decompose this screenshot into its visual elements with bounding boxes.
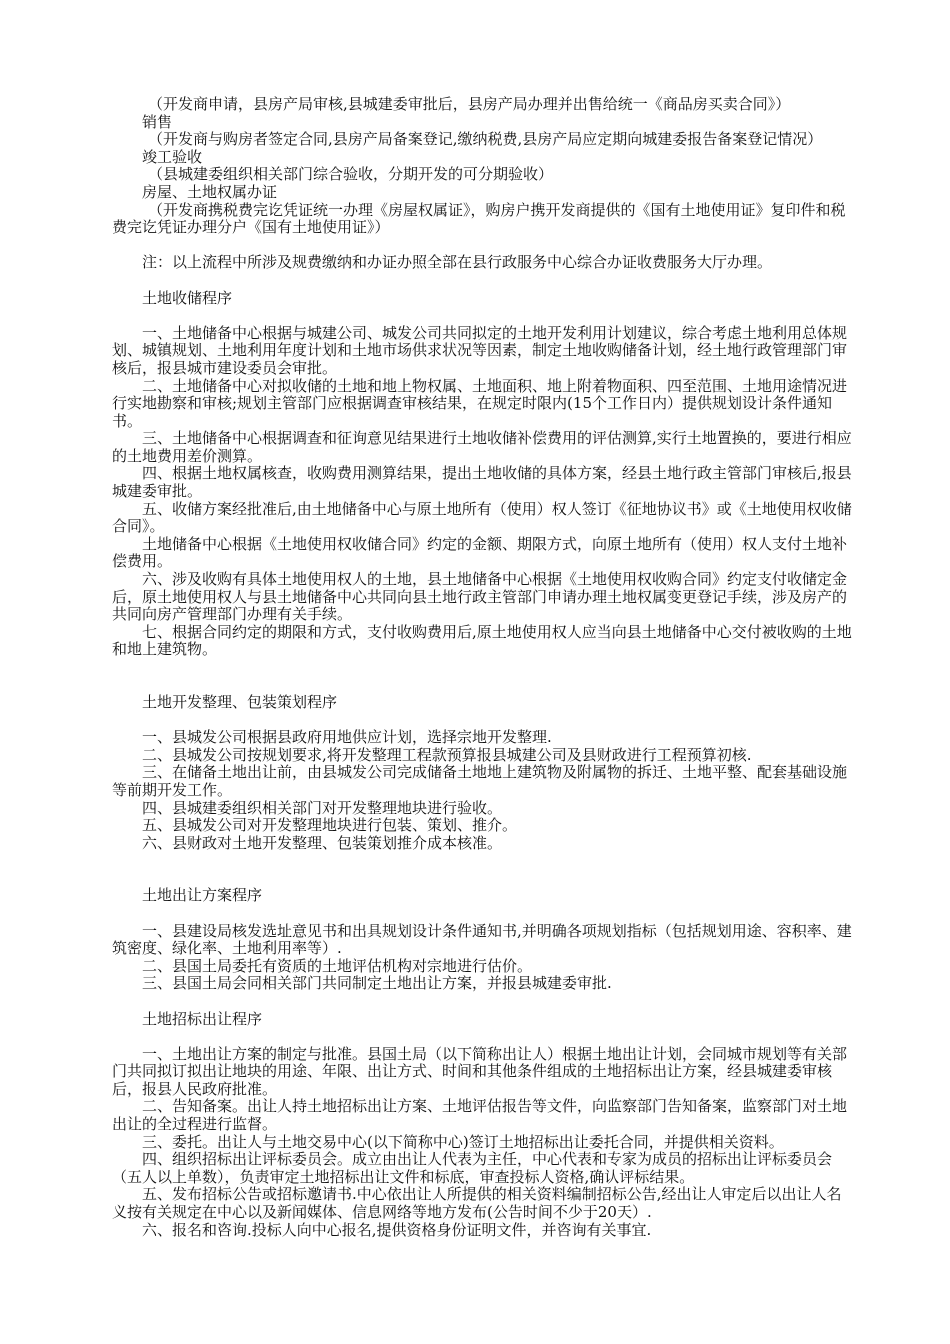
paragraph: 四、县城建委组织相关部门对开发整理地块进行验收。	[142, 798, 503, 817]
paragraph: 一、县建设局核发选址意见书和出具规划设计条件通知书,并明确各项规划指标（包括规划用途、容积率、建筑密度、绿化率、土地利用率等）.	[112, 921, 852, 958]
section-heading: 土地收储程序	[142, 288, 233, 307]
paragraph: 四、组织招标出让评标委员会。成立由出让人代表为主任，中心代表和专家为成员的招标出让评标委员会（五人以上单数），负责审定土地招标出让文件和标底，审查投标人资格,确认评标结果。	[112, 1150, 833, 1186]
paragraph: 三、在储备土地出让前，由县城发公司完成储备土地地上建筑物及附属物的拆迁、土地平整、配套基础设施等前期开发工作。	[112, 763, 848, 799]
paragraph: （开发商申请，县房产局审核,县城建委审批后，县房产局办理并出售给统一《商品房买卖合同》）	[148, 95, 791, 113]
paragraph: 三、县国土局会同相关部门共同制定土地出让方案，并报县城建委审批.	[142, 974, 612, 993]
paragraph: （开发商携税费完讫凭证统一办理《房屋权属证》，购房户携开发商提供的《国有土地使用证》复印件和税费完讫凭证办理分户《国有土地使用证》）	[112, 200, 846, 237]
paragraph: 二、县城发公司按规划要求,将开发整理工程款预算报县城建公司及县财政进行工程预算初核.	[142, 745, 752, 764]
note-paragraph: 注：以上流程中所涉及规费缴纳和办证办照全部在县行政服务中心综合办证收费服务大厅办理。	[142, 253, 773, 272]
paragraph: 一、县城发公司根据县政府用地供应计划，选择宗地开发整理.	[142, 728, 552, 747]
paragraph: 五、发布招标公告或招标邀请书.中心依出让人所提供的相关资料编制招标公告,经出让人审定后以出让人名义按有关规定在中心以及新闻媒体、信息网络等地方发布(公告时间不少于20天）.	[112, 1185, 842, 1222]
paragraph: 三、委托。出让人与土地交易中心(以下简称中心)签订土地招标出让委托合同，并提供相关资料。	[142, 1132, 784, 1151]
paragraph: 三、土地储备中心根据调查和征询意见结果进行土地收储补偿费用的评估测算,实行土地置换的，要进行相应的土地费用差价测算。	[112, 429, 852, 465]
paragraph: 二、土地储备中心对拟收储的土地和地上物权属、土地面积、地上附着物面积、四至范围、土地用途情况进行实地勘察和审核;规划主管部门应根据调查审核结果，在规定时限内(15个工作日内）提供规划设计条件通知书。	[112, 376, 848, 430]
paragraph: 七、根据合同约定的期限和方式，支付收购费用后,原土地使用权人应当向县土地储备中心交付被收购的土地和地上建筑物。	[112, 622, 852, 659]
paragraph: 五、县城发公司对开发整理地块进行包装、策划、推介。	[142, 816, 518, 835]
section-heading: 土地出让方案程序	[142, 886, 263, 905]
paragraph: （开发商与购房者签定合同,县房产局备案登记,缴纳税费,县房产局应定期向城建委报告备案登记情况）	[148, 130, 823, 149]
paragraph: 一、土地出让方案的制定与批准。县国土局（以下简称出让人）根据土地出让计划，会同城市规划等有关部门共同拟订拟出让地块的用途、年限、出让方式、时间和其他条件组成的土地招标出让方案，经县城建委审核后，报县人民政府批准。	[112, 1044, 848, 1098]
paragraph: 土地储备中心根据《土地使用权收储合同》约定的金额、期限方式，向原土地所有（使用）权人支付土地补偿费用。	[112, 534, 848, 571]
document-page	[112, 96, 852, 1239]
paragraph: （县城建委组织相关部门综合验收，分期开发的可分期验收）	[148, 165, 554, 184]
paragraph: 六、涉及收购有具体土地使用权人的土地，县土地储备中心根据《土地使用权收购合同》约定支付收储定金后，原土地使用权人与县土地储备中心共同向县土地行政主管部门申请办理土地权属变更登记手续，涉及房产的共同向房产管理部门办理有关手续。	[112, 570, 848, 624]
paragraph: 房屋、土地权属办证	[142, 182, 278, 201]
section-heading: 土地开发整理、包装策划程序	[142, 693, 338, 711]
paragraph: 二、告知备案。出让人持土地招标出让方案、土地评估报告等文件，向监察部门告知备案，监察部门对土地出让的全过程进行监督。	[112, 1097, 848, 1134]
paragraph: 六、县财政对土地开发整理、包装策划推介成本核准。	[142, 833, 503, 852]
paragraph: 六、报名和咨询.投标人向中心报名,提供资格身份证明文件，并咨询有关事宜.	[142, 1220, 652, 1239]
section-heading: 土地招标出让程序	[142, 1009, 263, 1028]
paragraph: 二、县国土局委托有资质的土地评估机构对宗地进行估价。	[142, 956, 533, 975]
paragraph: 销售	[142, 112, 173, 131]
paragraph: 五、收储方案经批准后,由土地储备中心与原土地所有（使用）权人签订《征地协议书》或《土地使用权收储合同》。	[112, 499, 852, 536]
paragraph: 一、土地储备中心根据与城建公司、城发公司共同拟定的土地开发利用计划建议，综合考虑土地利用总体规划、城镇规划、土地利用年度计划和土地市场供求状况等因素，制定土地收购储备计划，经土地行政管理部门审核后，报县城市建设委员会审批。	[112, 323, 848, 377]
paragraph: 四、根据土地权属核查，收购费用测算结果，提出土地收储的具体方案，经县土地行政主管部门审核后,报县城建委审批。	[112, 464, 852, 501]
paragraph: 竣工验收	[142, 147, 203, 166]
